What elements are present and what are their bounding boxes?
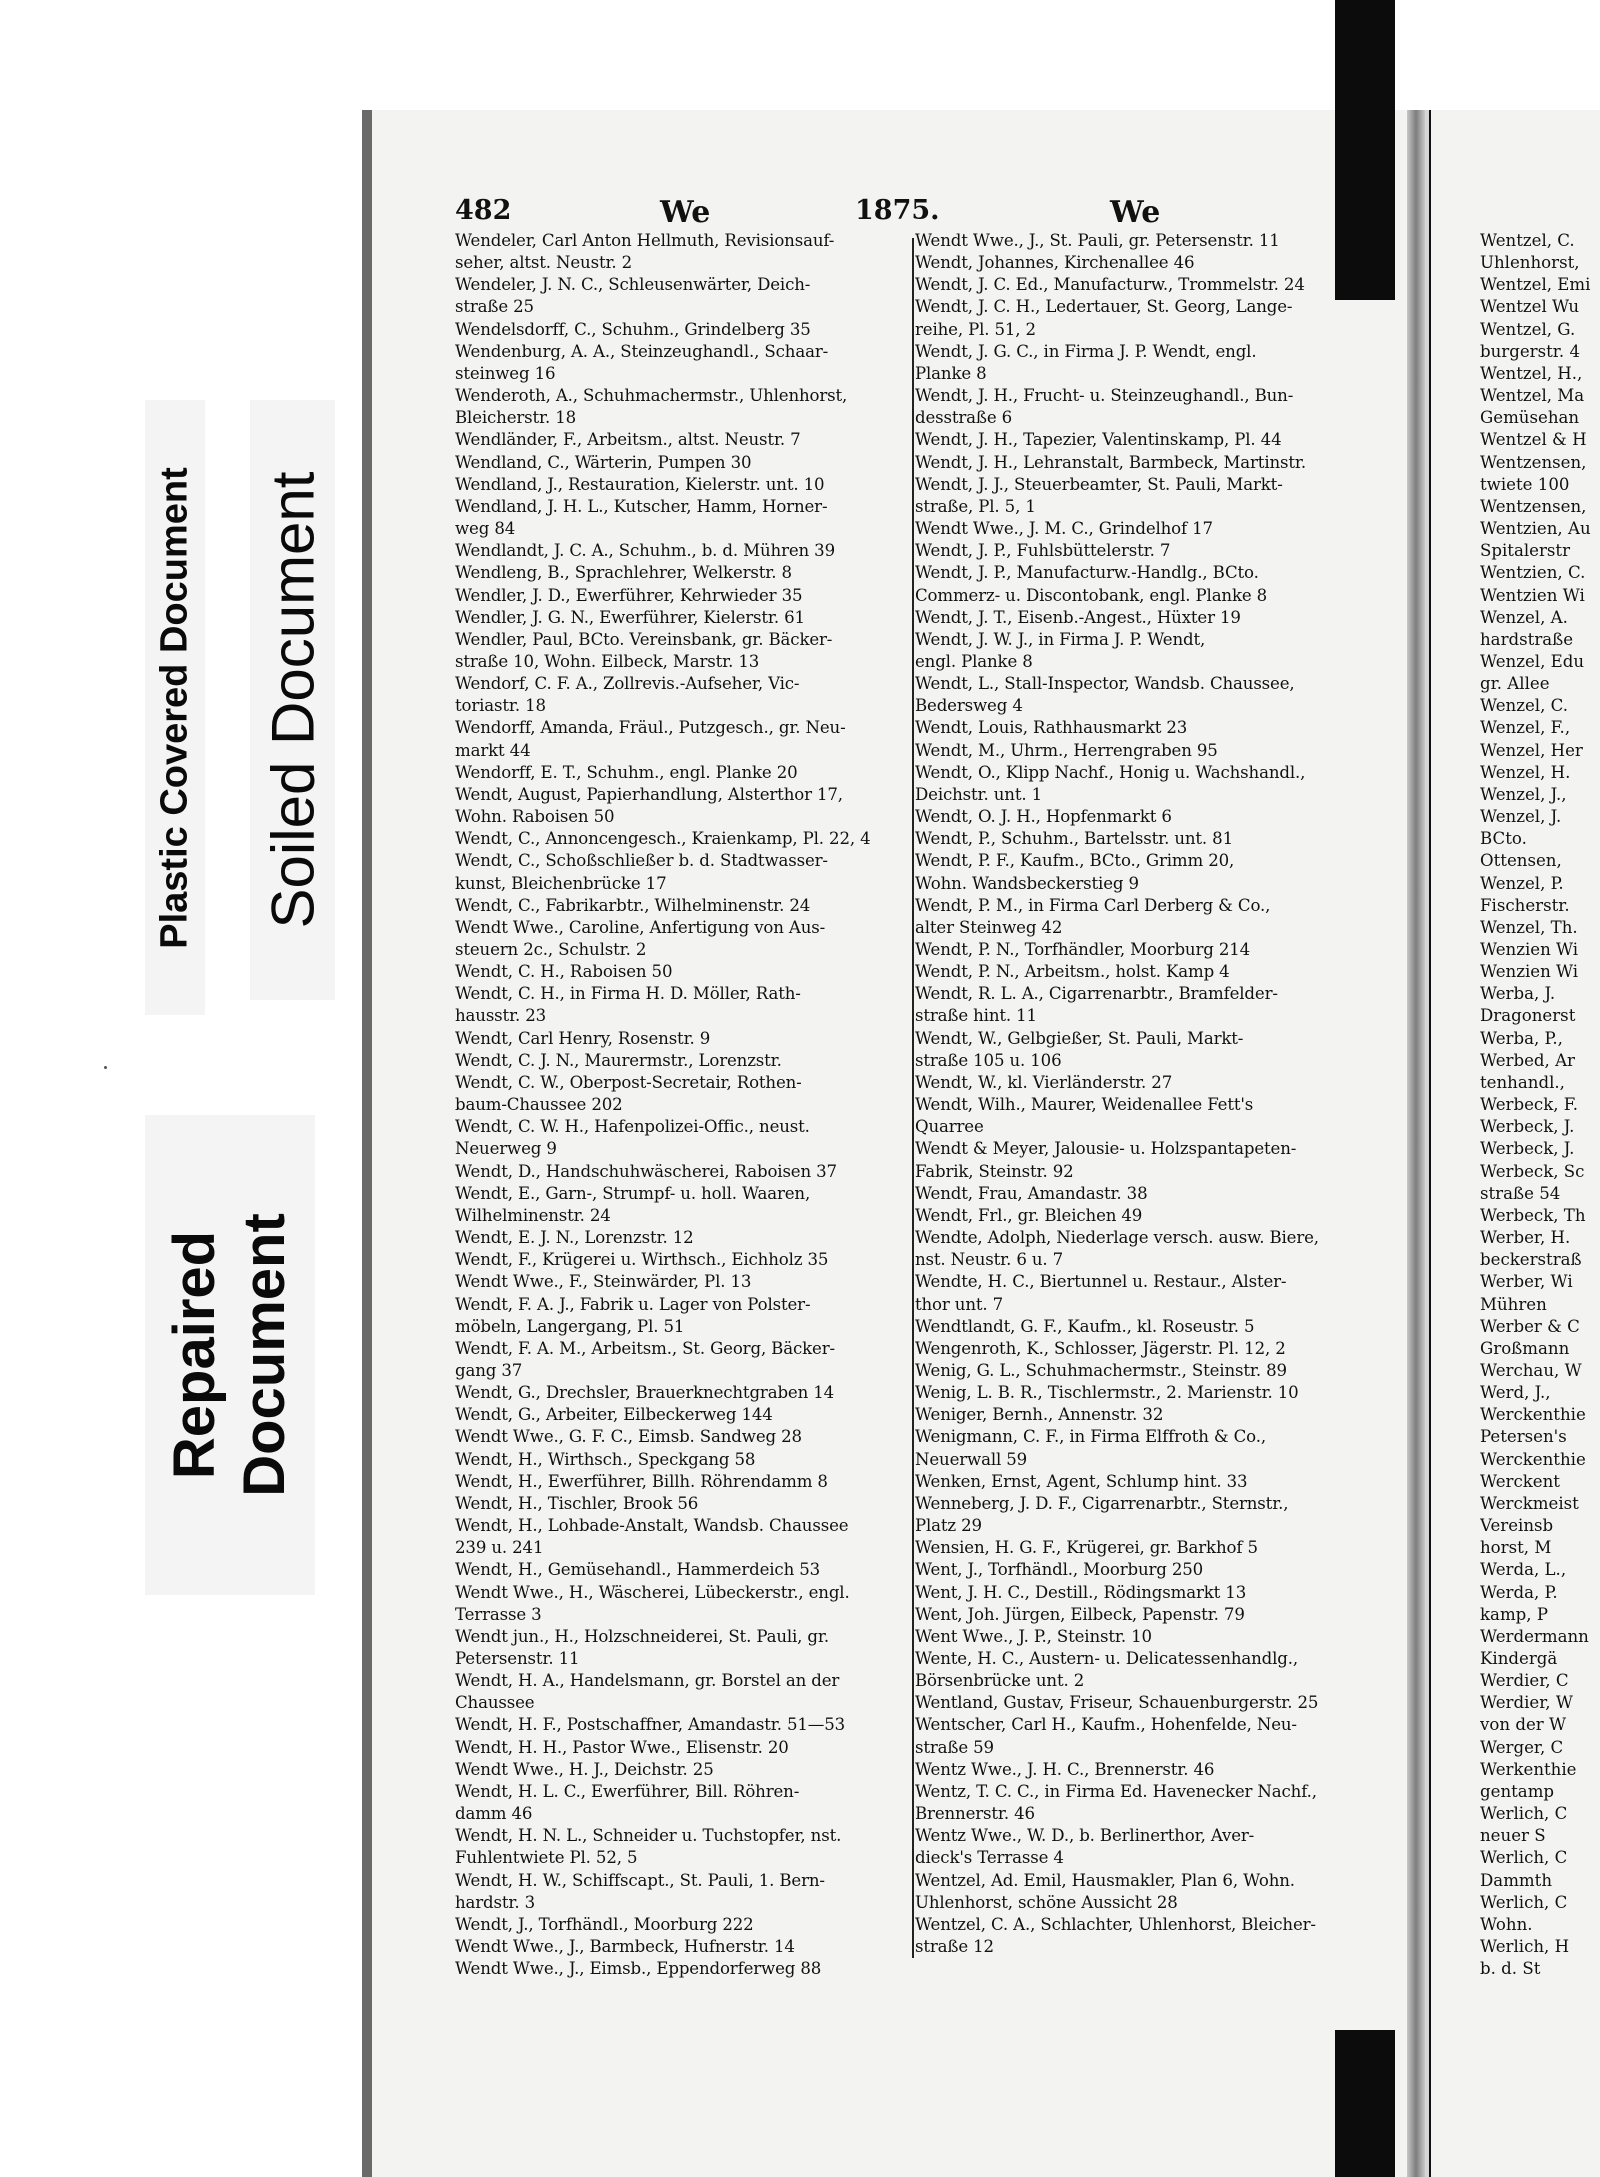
- directory-line: Wendt, Frl., gr. Bleichen 49: [915, 1205, 1143, 1225]
- directory-line: horst, M: [1480, 1538, 1552, 1558]
- directory-line: Wendt, P. F., Kaufm., BCto., Grimm 20,: [915, 851, 1235, 871]
- directory-line: Wendt, M., Uhrm., Herrengraben 95: [915, 740, 1218, 760]
- directory-line: Wendland, J. H. L., Kutscher, Hamm, Horner-: [455, 496, 828, 516]
- book-gutter: [1407, 110, 1425, 2177]
- directory-line: Bleicherstr. 18: [455, 408, 577, 428]
- directory-line: nst. Neustr. 6 u. 7: [915, 1250, 1064, 1270]
- directory-line: Werckenthie: [1480, 1405, 1586, 1425]
- directory-line: Wendt, L., Stall-Inspector, Wandsb. Chaussee,: [915, 674, 1295, 694]
- directory-line: Wentzel, C.: [1480, 231, 1575, 250]
- directory-line: Wendt, R. L. A., Cigarrenarbtr., Bramfelder-: [915, 984, 1278, 1004]
- directory-line: Wendte, Adolph, Niederlage versch. ausw. Biere,: [915, 1228, 1319, 1248]
- directory-line: Wendt, Carl Henry, Rosenstr. 9: [455, 1028, 711, 1048]
- directory-line: Wendt, O. J. H., Hopfenmarkt 6: [915, 807, 1172, 827]
- directory-line: Wilhelminenstr. 24: [455, 1205, 611, 1225]
- directory-line: Wendt, C. W., Oberpost-Secretair, Rothen-: [455, 1072, 802, 1092]
- directory-line: Wendtlandt, G. F., Kaufm., kl. Roseustr. 5: [915, 1316, 1255, 1336]
- directory-line: Wendt, J. C. H., Ledertauer, St. Georg, Lange-: [915, 297, 1293, 317]
- directory-line: Wendt, C. H., Raboisen 50: [455, 962, 673, 982]
- directory-line: Bedersweg 4: [915, 696, 1023, 716]
- directory-line: straße 59: [915, 1737, 994, 1757]
- directory-line: Wendt, P. N., Torfhändler, Moorburg 214: [915, 940, 1251, 959]
- plastic-covered-text: Plastic Covered Document: [153, 466, 196, 949]
- directory-line: Wendt, E. J. N., Lorenzstr. 12: [455, 1228, 694, 1248]
- directory-line: Werckent: [1480, 1471, 1560, 1491]
- directory-line: Wentzensen,: [1480, 452, 1587, 472]
- directory-line: Wendt, P. M., in Firma Carl Derberg & Co.,: [915, 895, 1271, 915]
- directory-line: Dammth: [1480, 1870, 1553, 1890]
- directory-line: Wendleng, B., Sprachlehrer, Welkerstr. 8: [455, 563, 792, 583]
- directory-line: Wendt Wwe., H. J., Deichstr. 25: [455, 1759, 714, 1779]
- directory-line: Wendt, J. J., Steuerbeamter, St. Pauli, Markt-: [915, 474, 1283, 494]
- directory-line: Wendorff, E. T., Schuhm., engl. Planke 20: [455, 762, 798, 782]
- directory-line: Wendland, J., Restauration, Kielerstr. unt. 10: [455, 474, 825, 494]
- directory-line: Wentzel, G.: [1480, 319, 1576, 339]
- directory-line: Wentzel Wu: [1480, 297, 1580, 317]
- directory-line: Wendt, C. H., in Firma H. D. Möller, Rath-: [455, 984, 801, 1004]
- directory-line: Quarree: [915, 1117, 984, 1137]
- directory-line: Wendt Wwe., H., Wäscherei, Lübeckerstr., engl.: [455, 1582, 850, 1602]
- directory-line: Wenzel, J.: [1480, 807, 1562, 827]
- directory-line: Wente, H. C., Austern- u. Delicatessenhandlg.,: [915, 1649, 1299, 1668]
- directory-line: Wendenburg, A. A., Steinzeughandl., Schaar-: [455, 341, 829, 361]
- directory-line: Wendler, Paul, BCto. Vereinsbank, gr. Bäcker-: [455, 629, 833, 649]
- directory-line: Werber & C: [1480, 1316, 1580, 1336]
- directory-line: Wendt Wwe., F., Steinwärder, Pl. 13: [455, 1272, 752, 1292]
- directory-line: Dragonerst: [1480, 1006, 1576, 1026]
- directory-line: Wendt, H. W., Schiffscapt., St. Pauli, 1. Bern-: [455, 1870, 825, 1890]
- directory-line: baum-Chaussee 202: [455, 1095, 623, 1115]
- directory-line: Wendt, J. H., Lehranstalt, Barmbeck, Martinstr.: [915, 452, 1306, 472]
- directory-line: Wenzel, C.: [1480, 696, 1569, 716]
- directory-line: alter Steinweg 42: [915, 917, 1063, 937]
- directory-line: Uhlenhorst, schöne Aussicht 28: [915, 1892, 1178, 1912]
- directory-line: Wendt, Louis, Rathhausmarkt 23: [915, 718, 1188, 738]
- directory-line: Wendt, C., Annoncengesch., Kraienkamp, Pl. 22, 4: [455, 829, 871, 849]
- directory-line: Werlich, C: [1480, 1892, 1568, 1912]
- directory-line: Werkenthie: [1480, 1759, 1577, 1779]
- directory-line: toriastr. 18: [455, 696, 546, 716]
- directory-line: Wendt, H. L. C., Ewerführer, Bill. Röhren-: [455, 1781, 800, 1801]
- directory-line: Wendt, H., Gemüsehandl., Hammerdeich 53: [455, 1560, 821, 1580]
- directory-line: Deichstr. unt. 1: [915, 784, 1043, 804]
- directory-line: kunst, Bleichenbrücke 17: [455, 873, 667, 893]
- next-page-column: [1480, 230, 1598, 1980]
- directory-line: Wendt, H. F., Postschaffner, Amandastr. 51—53: [455, 1715, 846, 1735]
- directory-line: Wendt Wwe., Caroline, Anfertigung von Aus-: [455, 917, 826, 937]
- directory-line: Werbeck, F.: [1480, 1095, 1578, 1115]
- directory-line: hardstraße: [1480, 629, 1574, 649]
- directory-line: Wendler, J. G. N., Ewerführer, Kielerstr. 61: [455, 607, 805, 627]
- directory-line: Wendt, August, Papierhandlung, Alsterthor 17,: [455, 784, 843, 804]
- directory-line: neuer S: [1480, 1826, 1546, 1846]
- directory-line: gr. Allee: [1480, 674, 1550, 694]
- directory-line: Wenzel, J.,: [1480, 784, 1567, 804]
- directory-line: Wendt, H. A., Handelsmann, gr. Borstel an der: [455, 1671, 840, 1691]
- directory-line: steuern 2c., Schulstr. 2: [455, 940, 647, 959]
- directory-line: Wendt, J. W. J., in Firma J. P. Wendt,: [915, 629, 1206, 649]
- directory-line: Werlich, H: [1480, 1937, 1570, 1957]
- directory-line: kamp, P: [1480, 1604, 1549, 1624]
- directory-line: Wendt, J. P., Manufacturw.-Handlg., BCto.: [915, 563, 1259, 583]
- directory-line: Werchau, W: [1480, 1360, 1582, 1380]
- directory-line: Wendt, H., Tischler, Brook 56: [455, 1493, 699, 1513]
- directory-line: Wentzel, H.,: [1480, 363, 1583, 383]
- directory-line: Chaussee: [455, 1693, 535, 1713]
- page-number: 482: [455, 195, 512, 226]
- directory-line: Wenzel, H.: [1480, 762, 1571, 782]
- directory-line: Werba, J.: [1480, 984, 1556, 1004]
- directory-line: Went, J. H. C., Destill., Rödingsmarkt 13: [915, 1582, 1247, 1602]
- directory-line: Fuhlentwiete Pl. 52, 5: [455, 1848, 638, 1868]
- directory-line: straße 105 u. 106: [915, 1050, 1062, 1070]
- header-left-key: We: [660, 195, 711, 230]
- directory-line: Werber, Wi: [1480, 1272, 1573, 1292]
- binding-tab-bottom: [1335, 2030, 1395, 2177]
- directory-line: thor unt. 7: [915, 1294, 1004, 1314]
- directory-line: Werckmeist: [1480, 1493, 1579, 1513]
- directory-line: Wenzien Wi: [1480, 940, 1579, 959]
- directory-line: Wenzel, P.: [1480, 873, 1564, 893]
- directory-line: Wenzel, A.: [1480, 607, 1568, 627]
- repaired-text: Repaired Document: [162, 1213, 297, 1497]
- directory-line: Wenzien Wi: [1480, 962, 1579, 982]
- directory-line: Werbeck, Th: [1480, 1205, 1586, 1225]
- directory-line: Wensien, H. G. F., Krügerei, gr. Barkhof 5: [915, 1538, 1258, 1558]
- directory-line: Werbeck, J.: [1480, 1117, 1575, 1137]
- directory-line: Großmann: [1480, 1338, 1570, 1358]
- directory-line: steinweg 16: [455, 363, 556, 383]
- directory-line: Werlich, C: [1480, 1804, 1568, 1824]
- directory-line: hausstr. 23: [455, 1006, 547, 1026]
- directory-line: Wendt & Meyer, Jalousie- u. Holzspantapeten-: [915, 1139, 1297, 1159]
- directory-line: Wentzel, Ma: [1480, 386, 1585, 406]
- directory-line: Wentzien, C.: [1480, 563, 1586, 583]
- directory-line: Wendt, G., Drechsler, Brauerknechtgraben 14: [455, 1383, 835, 1403]
- directory-line: Wendt, Johannes, Kirchenallee 46: [915, 253, 1195, 273]
- directory-line: Wendt, J. T., Eisenb.-Angest., Hüxter 19: [915, 607, 1241, 627]
- directory-line: Wenderoth, A., Schuhmachermstr., Uhlenhorst,: [455, 386, 848, 406]
- directory-line: Wenig, L. B. R., Tischlermstr., 2. Marienstr. 10: [915, 1383, 1299, 1403]
- directory-line: Wenigmann, C. F., in Firma Elffroth & Co.,: [915, 1427, 1266, 1447]
- directory-line: Mühren: [1480, 1294, 1547, 1314]
- directory-line: Wendt, D., Handschuhwäscherei, Raboisen 37: [455, 1161, 837, 1181]
- directory-line: reihe, Pl. 51, 2: [915, 319, 1036, 339]
- directory-line: Werbeck, J.: [1480, 1139, 1575, 1159]
- directory-line: Wengenroth, K., Schlosser, Jägerstr. Pl. 12, 2: [915, 1338, 1286, 1358]
- speck-mark: [104, 1066, 107, 1069]
- directory-line: markt 44: [455, 740, 531, 760]
- directory-line: Wendt, G., Arbeiter, Eilbeckerweg 144: [455, 1405, 773, 1425]
- directory-line: Wendt, H., Ewerführer, Billh. Röhrendamm 8: [455, 1471, 828, 1491]
- directory-line: Weniger, Bernh., Annenstr. 32: [915, 1405, 1164, 1425]
- header-right-key: We: [1110, 195, 1161, 230]
- directory-line: Werba, P.,: [1480, 1028, 1563, 1048]
- directory-line: Wenneberg, J. D. F., Cigarrenarbtr., Sternstr.,: [915, 1493, 1289, 1513]
- directory-line: Wendlandt, J. C. A., Schuhm., b. d. Mühren 39: [455, 541, 836, 561]
- page-header: [455, 195, 1175, 231]
- directory-line: Vereinsb: [1480, 1516, 1554, 1536]
- directory-line: Werdier, C: [1480, 1671, 1569, 1691]
- directory-line: Wendt, P. N., Arbeitsm., holst. Kamp 4: [915, 962, 1230, 982]
- directory-line: Werda, L.,: [1480, 1560, 1567, 1580]
- directory-line: Neuerweg 9: [455, 1139, 557, 1159]
- directory-line: Wendt, O., Klipp Nachf., Honig u. Wachshandl.,: [915, 762, 1306, 782]
- directory-line: Wohn. Wandsbeckerstieg 9: [915, 873, 1139, 893]
- directory-line: Werber, H.: [1480, 1228, 1571, 1248]
- directory-line: Wendt Wwe., G. F. C., Eimsb. Sandweg 28: [455, 1427, 802, 1447]
- directory-line: Werdermann: [1480, 1626, 1589, 1646]
- directory-line: Börsenbrücke unt. 2: [915, 1671, 1085, 1691]
- directory-line: Commerz- u. Discontobank, engl. Planke 8: [915, 585, 1268, 605]
- directory-line: Wendland, C., Wärterin, Pumpen 30: [455, 452, 752, 472]
- directory-line: Wenzel, Edu: [1480, 651, 1585, 671]
- directory-line: burgerstr. 4: [1480, 341, 1581, 361]
- directory-line: Wohn.: [1480, 1914, 1533, 1934]
- directory-line: Wendt Wwe., J., St. Pauli, gr. Petersenstr. 11: [915, 231, 1280, 250]
- soiled-text: Soiled Document: [259, 471, 326, 929]
- directory-line: Brennerstr. 46: [915, 1804, 1035, 1824]
- directory-line: Wentzensen,: [1480, 496, 1587, 516]
- soiled-label: [250, 400, 335, 1000]
- directory-line: Werda, P.: [1480, 1582, 1558, 1602]
- directory-line: damm 46: [455, 1804, 533, 1824]
- directory-line: Wentzel, C. A., Schlachter, Uhlenhorst, Bleicher-: [915, 1914, 1316, 1934]
- directory-line: Neuerwall 59: [915, 1449, 1028, 1469]
- directory-line: Wentland, Gustav, Friseur, Schauenburgerstr. 25: [915, 1693, 1319, 1713]
- directory-line: Wendt, Frau, Amandastr. 38: [915, 1183, 1148, 1203]
- directory-line: straße 12: [915, 1937, 994, 1957]
- directory-line: straße 54: [1480, 1183, 1561, 1203]
- directory-line: Werbeck, Sc: [1480, 1161, 1585, 1181]
- directory-line: Werlich, C: [1480, 1848, 1568, 1868]
- directory-line: Werdier, W: [1480, 1693, 1573, 1713]
- directory-line: Wentz, T. C. C., in Firma Ed. Havenecker Nachf.,: [915, 1781, 1317, 1801]
- directory-line: Wentzel, Ad. Emil, Hausmakler, Plan 6, Wohn.: [915, 1870, 1295, 1890]
- directory-line: Werger, C: [1480, 1737, 1564, 1757]
- page-edge: [362, 110, 372, 2177]
- directory-line: Wendt, W., Gelbgießer, St. Pauli, Markt-: [915, 1028, 1244, 1048]
- right-column: [915, 230, 1365, 1958]
- directory-line: dieck's Terrasse 4: [915, 1848, 1064, 1868]
- directory-line: Wendeler, J. N. C., Schleusenwärter, Deich-: [455, 275, 811, 295]
- directory-line: Wendt Wwe., J. M. C., Grindelhof 17: [915, 519, 1213, 539]
- directory-line: gentamp: [1480, 1781, 1555, 1801]
- directory-line: Went Wwe., J. P., Steinstr. 10: [915, 1626, 1152, 1646]
- header-year: 1875.: [855, 195, 940, 226]
- directory-line: Wentz Wwe., J. H. C., Brennerstr. 46: [915, 1759, 1215, 1779]
- directory-line: gang 37: [455, 1360, 523, 1380]
- directory-line: Wendt, C., Fabrikarbtr., Wilhelminenstr. 24: [455, 895, 811, 915]
- left-column: [455, 230, 915, 1980]
- directory-line: Wentz Wwe., W. D., b. Berlinerthor, Aver-: [915, 1826, 1255, 1846]
- directory-line: Went, Joh. Jürgen, Eilbeck, Papenstr. 79: [915, 1604, 1245, 1624]
- directory-line: Wendt, J. H., Tapezier, Valentinskamp, Pl. 44: [915, 430, 1282, 450]
- directory-line: Wenig, G. L., Schuhmachermstr., Steinstr. 89: [915, 1360, 1287, 1380]
- directory-line: Platz 29: [915, 1516, 982, 1536]
- directory-line: Wendeler, Carl Anton Hellmuth, Revisionsauf-: [455, 231, 835, 250]
- directory-line: Wenzel, F.,: [1480, 718, 1571, 738]
- directory-line: BCto.: [1480, 829, 1527, 849]
- directory-line: Wentscher, Carl H., Kaufm., Hohenfelde, Neu-: [915, 1715, 1297, 1735]
- directory-line: Wendt, C. J. N., Maurermstr., Lorenzstr.: [455, 1050, 782, 1070]
- directory-line: Petersen's: [1480, 1427, 1567, 1447]
- directory-line: Kindergä: [1480, 1649, 1558, 1668]
- directory-line: Wendt, F., Krügerei u. Wirthsch., Eichholz 35: [455, 1250, 829, 1270]
- directory-line: Wendt, H., Wirthsch., Speckgang 58: [455, 1449, 756, 1469]
- directory-line: Wenzel, Th.: [1480, 917, 1578, 937]
- directory-line: Planke 8: [915, 363, 987, 383]
- directory-line: Wohn. Raboisen 50: [455, 807, 615, 827]
- directory-line: 239 u. 241: [455, 1538, 544, 1558]
- directory-line: Wendländer, F., Arbeitsm., altst. Neustr. 7: [455, 430, 801, 450]
- directory-line: straße, Pl. 5, 1: [915, 496, 1036, 516]
- directory-line: Werd, J.,: [1480, 1383, 1551, 1403]
- directory-line: desstraße 6: [915, 408, 1013, 428]
- directory-line: seher, altst. Neustr. 2: [455, 253, 633, 273]
- directory-line: Wendt, H. N. L., Schneider u. Tuchstopfer, nst.: [455, 1826, 842, 1846]
- directory-line: Wendt, E., Garn-, Strumpf- u. holl. Waaren,: [455, 1183, 811, 1203]
- directory-line: Wendt, J. H., Frucht- u. Steinzeughandl., Bun-: [915, 386, 1294, 406]
- directory-line: Wendt, F. A. J., Fabrik u. Lager von Polster-: [455, 1294, 811, 1314]
- directory-line: Wendelsdorff, C., Schuhm., Grindelberg 35: [455, 319, 811, 339]
- directory-line: Wendt, J. C. Ed., Manufacturw., Trommelstr. 24: [915, 275, 1305, 295]
- directory-line: Wendt, C. W. H., Hafenpolizei-Offic., neust.: [455, 1117, 810, 1137]
- directory-line: Wendt, W., kl. Vierländerstr. 27: [915, 1072, 1173, 1092]
- directory-line: Werckenthie: [1480, 1449, 1586, 1469]
- directory-line: Werbed, Ar: [1480, 1050, 1575, 1070]
- directory-line: Wendt, H. H., Pastor Wwe., Elisenstr. 20: [455, 1737, 789, 1757]
- directory-line: Wendt, P., Schuhm., Bartelsstr. unt. 81: [915, 829, 1233, 849]
- directory-line: Uhlenhorst,: [1480, 253, 1580, 273]
- directory-line: hardstr. 3: [455, 1892, 536, 1912]
- directory-line: Wendt, C., Schoßschließer b. d. Stadtwasser-: [455, 851, 828, 871]
- directory-line: von der W: [1480, 1715, 1567, 1735]
- directory-line: Wendt, H., Lohbade-Anstalt, Wandsb. Chaussee: [455, 1516, 849, 1536]
- directory-line: Petersenstr. 11: [455, 1649, 580, 1668]
- directory-line: Wendt, J. P., Fuhlsbüttelerstr. 7: [915, 541, 1171, 561]
- directory-line: möbeln, Langergang, Pl. 51: [455, 1316, 685, 1336]
- directory-line: straße 25: [455, 297, 534, 317]
- directory-line: Wentzel & H: [1480, 430, 1587, 450]
- directory-line: Wendt, F. A. M., Arbeitsm., St. Georg, Bäcker-: [455, 1338, 835, 1358]
- directory-line: Gemüsehan: [1480, 408, 1580, 428]
- directory-line: straße hint. 11: [915, 1006, 1037, 1026]
- directory-line: Wendorf, C. F. A., Zollrevis.-Aufseher, Vic-: [455, 674, 800, 694]
- directory-line: Wendte, H. C., Biertunnel u. Restaur., Alster-: [915, 1272, 1287, 1292]
- directory-line: Ottensen,: [1480, 851, 1562, 871]
- directory-line: Spitalerstr: [1480, 541, 1571, 561]
- plastic-covered-label: [145, 400, 205, 1015]
- directory-line: beckerstraß: [1480, 1250, 1582, 1270]
- directory-line: Terrasse 3: [455, 1604, 542, 1624]
- directory-line: Wendt Wwe., J., Eimsb., Eppendorferweg 88: [455, 1959, 822, 1979]
- directory-line: b. d. St: [1480, 1959, 1541, 1979]
- column-rule: [912, 238, 914, 1958]
- directory-line: Wendler, J. D., Ewerführer, Kehrwieder 35: [455, 585, 803, 605]
- directory-line: Wendt jun., H., Holzschneiderei, St. Pauli, gr.: [455, 1626, 829, 1646]
- directory-line: Wendt, J. G. C., in Firma J. P. Wendt, engl.: [915, 341, 1257, 361]
- directory-line: Fischerstr.: [1480, 895, 1570, 915]
- directory-line: straße 10, Wohn. Eilbeck, Marstr. 13: [455, 651, 760, 671]
- directory-line: Wentzel, Emi: [1480, 275, 1591, 295]
- directory-line: Wentzien Wi: [1480, 585, 1585, 605]
- directory-line: Wenken, Ernst, Agent, Schlump hint. 33: [915, 1471, 1248, 1491]
- directory-line: Wendt, J., Torfhändl., Moorburg 222: [455, 1914, 754, 1934]
- directory-line: Went, J., Torfhändl., Moorburg 250: [915, 1560, 1204, 1580]
- directory-line: tenhandl.,: [1480, 1072, 1565, 1092]
- directory-line: Wendorff, Amanda, Fräul., Putzgesch., gr. Neu-: [455, 718, 846, 738]
- directory-line: twiete 100: [1480, 474, 1570, 494]
- repaired-label: [145, 1115, 315, 1595]
- directory-line: Wendt, Wilh., Maurer, Weidenallee Fett's: [915, 1095, 1254, 1115]
- directory-line: Wentzien, Au: [1480, 519, 1591, 539]
- directory-line: Wenzel, Her: [1480, 740, 1583, 760]
- directory-line: Fabrik, Steinstr. 92: [915, 1161, 1074, 1181]
- directory-line: Wendt Wwe., J., Barmbeck, Hufnerstr. 14: [455, 1937, 795, 1957]
- directory-line: engl. Planke 8: [915, 651, 1033, 671]
- directory-line: weg 84: [455, 519, 516, 539]
